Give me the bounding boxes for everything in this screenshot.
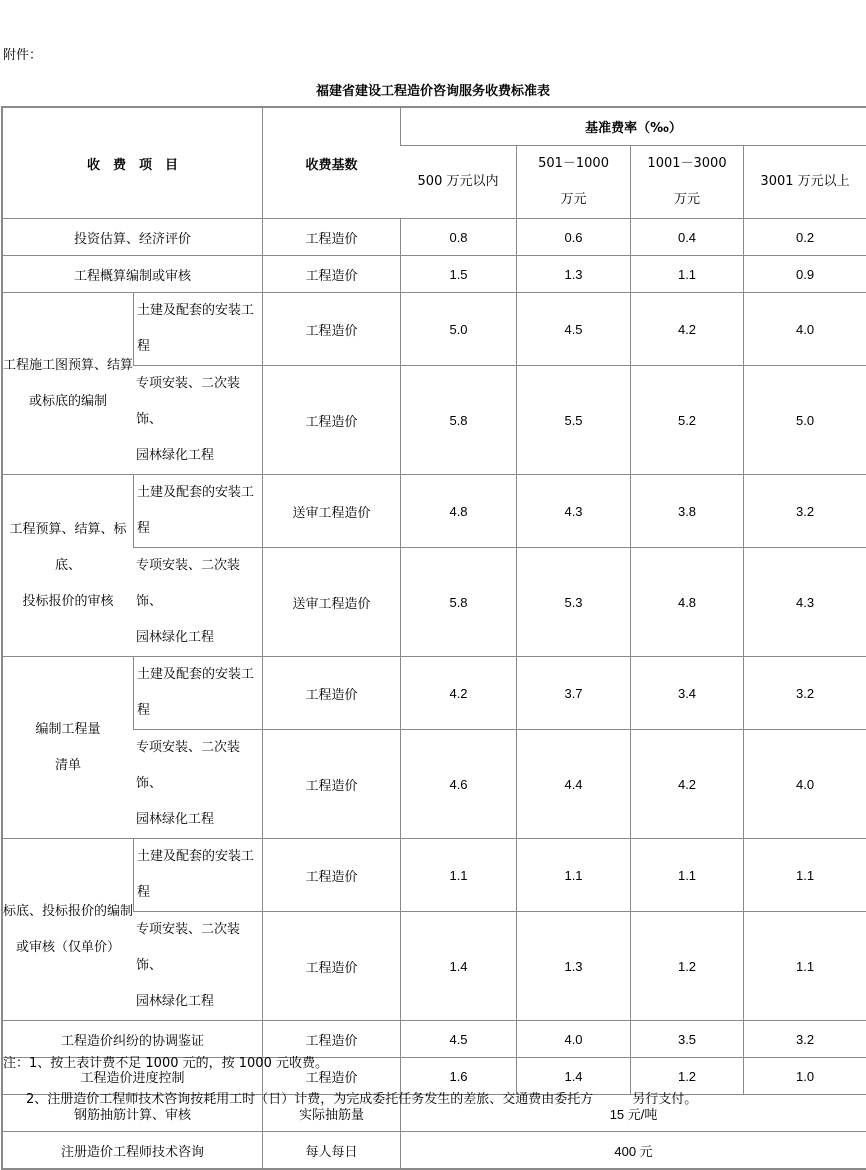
table-row [3, 729, 866, 838]
header-tier-3 [630, 145, 743, 218]
rate-cell: 0.8 [400, 218, 516, 255]
basis-cell: 每人每日 [262, 1131, 400, 1168]
rate-cell: 1.4 [516, 1057, 630, 1094]
category-line: 工程预算、结算、标底、 [9, 521, 127, 573]
basis-cell: 工程造价 [262, 292, 400, 365]
fee-standard-table [1, 106, 866, 1170]
rate-cell: 3.2 [743, 474, 866, 547]
item-cell: 工程造价进度控制 [3, 1057, 262, 1094]
table-row [3, 656, 866, 729]
rate-cell: 5.5 [516, 365, 630, 474]
subitem-cell [133, 729, 262, 838]
item-cell: 钢筋抽筋计算、审核 [3, 1094, 262, 1131]
category-line: 标底、投标报价的编制 [3, 903, 133, 919]
basis-cell: 工程造价 [262, 1020, 400, 1057]
merged-value-cell: 400 元 [400, 1131, 866, 1168]
rate-cell: 1.1 [743, 911, 866, 1020]
rate-cell: 5.0 [400, 292, 516, 365]
rate-cell: 5.2 [630, 365, 743, 474]
basis-cell: 工程造价 [262, 729, 400, 838]
rate-cell: 5.3 [516, 547, 630, 656]
basis-cell: 工程造价 [262, 656, 400, 729]
table-row [3, 255, 866, 292]
table-row [3, 218, 866, 255]
subitem-cell [133, 474, 262, 547]
basis-cell: 工程造价 [262, 838, 400, 911]
rate-cell: 1.3 [516, 911, 630, 1020]
subitem-line: 程 [137, 339, 151, 354]
rate-cell: 4.2 [630, 292, 743, 365]
rate-cell: 4.6 [400, 729, 516, 838]
header-rate-group: 基准费率（‰） [400, 108, 866, 145]
subitem-cell [133, 656, 262, 729]
item-cell: 注册造价工程师技术咨询 [3, 1131, 262, 1168]
subitem-line: 专项安装、二次装饰、 [136, 922, 241, 973]
item-cell: 投资估算、经济评价 [3, 218, 262, 255]
rate-cell: 1.4 [400, 911, 516, 1020]
subitem-line: 土建及配套的安装工 [137, 849, 255, 864]
rate-cell: 4.4 [516, 729, 630, 838]
table-title: 福建省建设工程造价咨询服务收费标准表 [315, 84, 550, 99]
rate-cell: 4.8 [630, 547, 743, 656]
header-tier-1-line: 500 万元以内 [417, 174, 499, 189]
subitem-cell [133, 292, 262, 365]
subitem-line: 园林绿化工程 [136, 812, 215, 827]
rate-cell: 1.1 [400, 838, 516, 911]
table-row [3, 1131, 866, 1168]
rate-cell: 0.2 [743, 218, 866, 255]
rate-cell: 1.1 [630, 838, 743, 911]
subitem-line: 程 [137, 885, 151, 900]
attachment-label: 附件： [3, 48, 43, 63]
rate-cell: 3.5 [630, 1020, 743, 1057]
category-line: 编制工程量 [35, 721, 101, 737]
table-row [3, 474, 866, 547]
header-tier-2-line-1: 501－1000 [538, 156, 609, 171]
rate-cell: 4.0 [743, 292, 866, 365]
rate-cell: 0.9 [743, 255, 866, 292]
basis-cell: 工程造价 [262, 911, 400, 1020]
rate-cell: 4.8 [400, 474, 516, 547]
basis-cell: 工程造价 [262, 365, 400, 474]
header-tier-4-line: 3001 万元以上 [760, 174, 850, 189]
subitem-line: 程 [137, 521, 151, 536]
table-row [3, 547, 866, 656]
basis-cell: 工程造价 [262, 255, 400, 292]
rate-cell: 5.8 [400, 365, 516, 474]
table-row [3, 292, 866, 365]
category-line: 清单 [54, 757, 81, 773]
subitem-cell [133, 547, 262, 656]
rate-cell: 4.3 [516, 474, 630, 547]
category-cell [3, 656, 133, 838]
rate-cell: 1.1 [630, 255, 743, 292]
category-line: 或标底的编制 [28, 393, 107, 409]
rate-cell: 3.4 [630, 656, 743, 729]
header-tier-1 [400, 145, 516, 218]
basis-cell: 实际抽筋量 [262, 1094, 400, 1131]
subitem-line: 程 [137, 703, 151, 718]
header-tier-3-line-2: 万元 [674, 192, 701, 207]
header-tier-3-line-1: 1001－3000 [647, 156, 727, 171]
basis-cell: 送审工程造价 [262, 547, 400, 656]
merged-value-cell: 15 元/吨 [400, 1094, 866, 1131]
table-row [3, 838, 866, 911]
rate-cell: 4.5 [516, 292, 630, 365]
subitem-cell [133, 911, 262, 1020]
subitem-cell [133, 365, 262, 474]
category-line: 投标报价的审核 [22, 593, 114, 609]
subitem-line: 专项安装、二次装饰、 [136, 740, 241, 791]
subitem-line: 土建及配套的安装工 [137, 303, 255, 318]
rate-cell: 4.3 [743, 547, 866, 656]
basis-cell: 工程造价 [262, 1057, 400, 1094]
rate-cell: 4.0 [743, 729, 866, 838]
category-cell [3, 292, 133, 474]
subitem-line: 园林绿化工程 [136, 994, 215, 1009]
header-tier-4 [743, 145, 866, 218]
category-line: 或审核（仅单价） [15, 939, 120, 955]
rate-cell: 1.2 [630, 911, 743, 1020]
subitem-line: 专项安装、二次装饰、 [136, 558, 241, 609]
rate-cell: 0.4 [630, 218, 743, 255]
note-2: 2、注册造价工程师技术咨询按耗用工时（日）计费，为完成委托任务发生的差旅、交通费由委托方 另行支付。 [26, 1092, 698, 1107]
category-cell [3, 474, 133, 656]
category-line: 工程施工图预算、结算 [3, 357, 133, 373]
rate-cell: 0.6 [516, 218, 630, 255]
subitem-line: 专项安装、二次装饰、 [136, 376, 241, 427]
header-tier-2 [516, 145, 630, 218]
item-cell: 工程造价纠纷的协调鉴证 [3, 1020, 262, 1057]
rate-cell: 3.8 [630, 474, 743, 547]
rate-cell: 1.5 [400, 255, 516, 292]
rate-cell: 1.1 [516, 838, 630, 911]
rate-cell: 3.2 [743, 656, 866, 729]
rate-cell: 5.0 [743, 365, 866, 474]
note-1: 注：1、按上表计费不足 1000 元的，按 1000 元收费。 [3, 1056, 328, 1071]
category-cell [3, 838, 133, 1020]
rate-cell: 1.0 [743, 1057, 866, 1094]
header-item: 收 费 项 目 [87, 157, 179, 173]
rate-cell: 4.2 [630, 729, 743, 838]
header-tier-2-line-2: 万元 [560, 192, 587, 207]
header-basis: 收费基数 [262, 108, 400, 218]
basis-cell: 送审工程造价 [262, 474, 400, 547]
basis-cell: 工程造价 [262, 218, 400, 255]
rate-cell: 3.7 [516, 656, 630, 729]
rate-cell: 1.3 [516, 255, 630, 292]
rate-cell: 1.1 [743, 838, 866, 911]
subitem-line: 园林绿化工程 [136, 448, 215, 463]
subitem-cell [133, 838, 262, 911]
rate-cell: 5.8 [400, 547, 516, 656]
rate-cell: 3.2 [743, 1020, 866, 1057]
subitem-line: 土建及配套的安装工 [137, 667, 255, 682]
rate-cell: 1.6 [400, 1057, 516, 1094]
rate-cell: 1.2 [630, 1057, 743, 1094]
subitem-line: 园林绿化工程 [136, 630, 215, 645]
rate-cell: 4.5 [400, 1020, 516, 1057]
subitem-line: 土建及配套的安装工 [137, 485, 255, 500]
item-cell: 工程概算编制或审核 [3, 255, 262, 292]
rate-cell: 4.2 [400, 656, 516, 729]
rate-cell: 4.0 [516, 1020, 630, 1057]
